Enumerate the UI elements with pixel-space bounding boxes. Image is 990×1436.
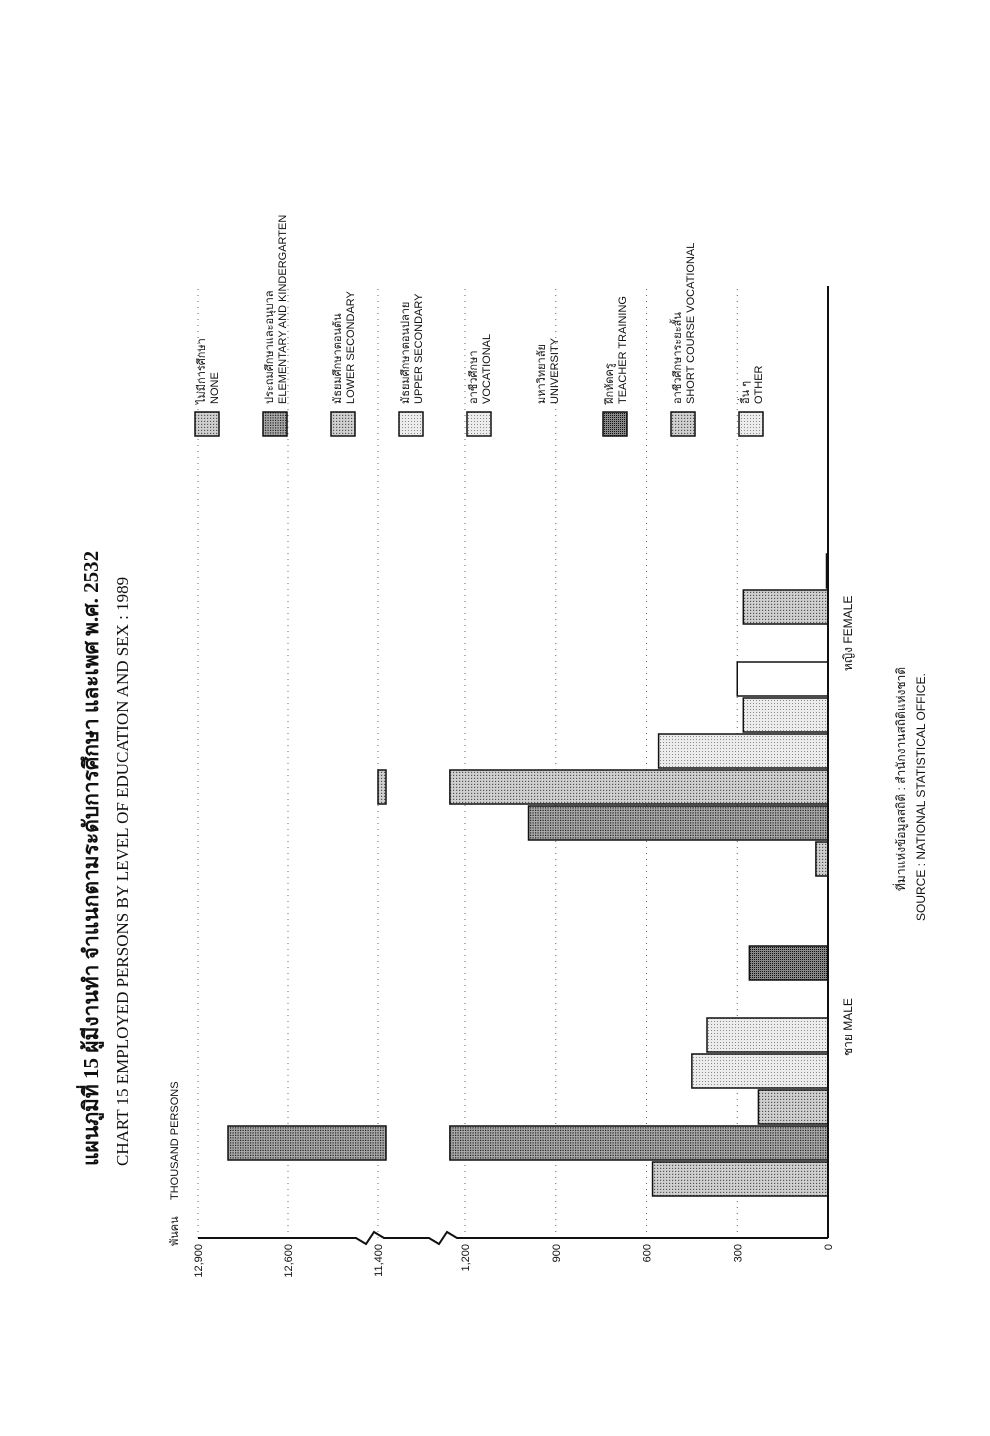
source-thai: ที่มาแห่งข้อมูลสถิติ : สำนักงานสถิติแห่งชาติ	[894, 666, 908, 891]
legend-label-en: UPPER SECONDARY	[413, 293, 425, 404]
y-tick-label: 300	[732, 1244, 745, 1263]
y-tick-label: 1,200	[460, 1244, 472, 1272]
bar	[758, 1090, 828, 1124]
legend-label-thai: อาชีวศึกษา	[468, 350, 480, 404]
legend-label-en: NONE	[209, 372, 221, 404]
bar	[737, 662, 828, 696]
legend-swatch	[739, 412, 763, 436]
legend-label-thai: มัธยมศึกษาตอนปลาย	[400, 301, 412, 404]
y-tick-label: 0	[823, 1244, 835, 1251]
bar	[378, 770, 386, 804]
legend-label-thai: อื่น ๆ	[740, 380, 752, 404]
y-tick-label: 900	[550, 1244, 563, 1263]
chart-title-en: CHART 15 EMPLOYED PERSONS BY LEVEL OF EDUCATION AND SEX : 1989	[113, 576, 132, 1166]
bars	[228, 554, 828, 1196]
group-label-male: ชาย MALE	[841, 998, 855, 1056]
y-axis	[198, 1232, 828, 1244]
legend-swatch	[195, 412, 219, 436]
group-label-female: หญิง FEMALE	[841, 595, 855, 671]
bar	[450, 770, 828, 804]
legend-swatch	[603, 412, 627, 436]
y-ticks	[193, 1244, 835, 1278]
legend-label-thai: มหาวิทยาลัย	[536, 344, 548, 404]
legend-label-en: UNIVERSITY	[549, 337, 561, 404]
bar	[450, 1126, 828, 1160]
legend-swatch	[331, 412, 355, 436]
legend-label-thai: มัธยมศึกษาตอนต้น	[332, 313, 344, 404]
y-axis-label: THOUSAND PERSONS	[169, 1081, 181, 1200]
legend-label-thai: ประถมศึกษาและอนุบาล	[264, 290, 276, 404]
legend-label-thai: ไม่มีการศึกษา	[196, 338, 208, 404]
y-tick-label: 600	[641, 1244, 654, 1263]
y-tick-label: 11,400	[373, 1244, 385, 1277]
legend-label-thai: อาชีวศึกษาระยะสั้น	[672, 312, 684, 404]
chart-title-thai: แผนภูมิที่ 15 ผู้มีงานทำ จำแนกตามระดับการศึกษา และเพศ พ.ศ. 2532	[79, 550, 103, 1166]
legend-label-en: OTHER	[753, 365, 765, 404]
bar	[707, 1018, 828, 1052]
legend-label-en: LOWER SECONDARY	[345, 291, 357, 404]
legend-label-en: TEACHER TRAINING	[617, 296, 629, 404]
bar	[653, 1162, 828, 1196]
y-tick-label: 12,600	[283, 1244, 295, 1278]
legend-swatch	[399, 412, 423, 436]
legend-label-en: SHORT COURSE VOCATIONAL	[685, 242, 697, 404]
legend	[195, 215, 765, 436]
bar	[529, 806, 828, 840]
bar	[659, 734, 828, 768]
bar	[692, 1054, 828, 1088]
source-en: SOURCE : NATIONAL STATISTICAL OFFICE.	[914, 673, 928, 921]
legend-swatch	[263, 412, 287, 436]
bar	[743, 698, 828, 732]
bar	[743, 590, 828, 624]
legend-swatch	[671, 412, 695, 436]
bar	[816, 842, 828, 876]
y-tick-label: 12,900	[193, 1244, 205, 1278]
legend-swatch	[467, 412, 491, 436]
legend-label-thai: ฝึกหัดครู	[604, 363, 616, 404]
bar	[749, 946, 828, 980]
bar	[228, 1126, 386, 1160]
legend-label-en: ELEMENTARY AND KINDERGARTEN	[277, 214, 289, 404]
y-axis-label-thai: พันคน	[169, 1216, 181, 1246]
legend-label-en: VOCATIONAL	[481, 333, 493, 404]
